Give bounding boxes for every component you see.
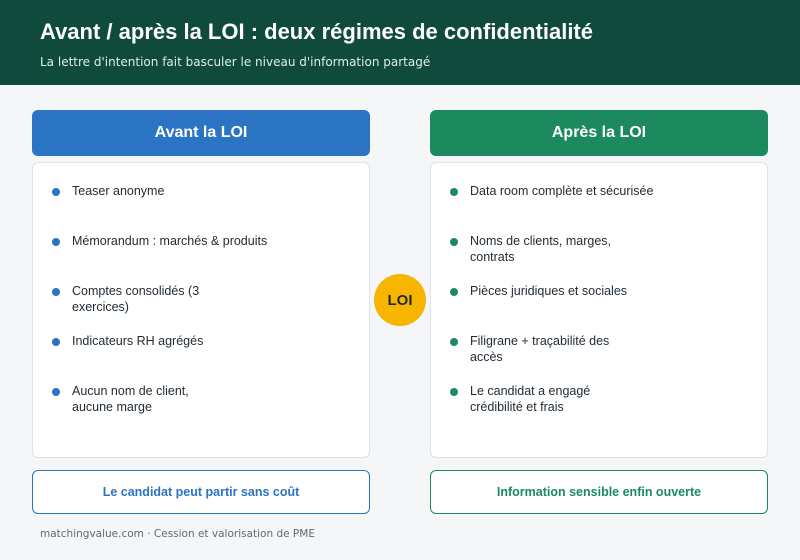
list-item: [51, 233, 349, 283]
list-item: [51, 333, 349, 383]
list-item: [449, 233, 747, 283]
list-item-text: Indicateurs RH agrégés: [72, 334, 204, 348]
list-item-text: Aucun nom de client, aucune marge: [72, 384, 189, 414]
before-conclusion-box: Le candidat peut partir sans coût: [32, 470, 370, 514]
page-title: Avant / après la LOI : deux régimes de confidentialité: [40, 19, 593, 44]
list-item-text: Comptes consolidés (3 exercices): [72, 284, 200, 314]
list-item-text: Noms de clients, marges, contrats: [470, 234, 612, 264]
page-subtitle: La lettre d'intention fait basculer le niveau d'information partagé: [40, 55, 431, 69]
list-item: [449, 183, 747, 233]
after-card: [430, 162, 768, 458]
list-item: [449, 333, 747, 383]
before-column-header: Avant la LOI: [32, 110, 370, 156]
list-item: [449, 283, 747, 333]
before-card: [32, 162, 370, 458]
header-banner: [0, 0, 800, 85]
bullet-dot-icon: [450, 388, 458, 396]
bullet-dot-icon: [52, 388, 60, 396]
bullet-dot-icon: [52, 238, 60, 246]
source-credit: matchingvalue.com · Cession et valorisation de PME: [40, 528, 315, 540]
list-item-text: Pièces juridiques et sociales: [470, 284, 628, 298]
list-item-text: Filigrane + traçabilité des accès: [470, 334, 610, 364]
bullet-dot-icon: [52, 338, 60, 346]
bullet-dot-icon: [450, 288, 458, 296]
bullet-dot-icon: [450, 188, 458, 196]
after-conclusion-box: Information sensible enfin ouverte: [430, 470, 768, 514]
bullet-dot-icon: [52, 188, 60, 196]
list-item: [449, 383, 747, 433]
loi-badge: LOI: [374, 274, 426, 326]
list-item-text: Teaser anonyme: [72, 184, 165, 198]
bullet-dot-icon: [450, 238, 458, 246]
bullet-dot-icon: [52, 288, 60, 296]
list-item-text: Data room complète et sécurisée: [470, 184, 654, 198]
list-item-text: Mémorandum : marchés & produits: [72, 234, 268, 248]
list-item-text: Le candidat a engagé crédibilité et frais: [470, 384, 591, 414]
list-item: [51, 383, 349, 433]
bullet-dot-icon: [450, 338, 458, 346]
after-column-header: Après la LOI: [430, 110, 768, 156]
list-item: [51, 283, 349, 333]
list-item: [51, 183, 349, 233]
